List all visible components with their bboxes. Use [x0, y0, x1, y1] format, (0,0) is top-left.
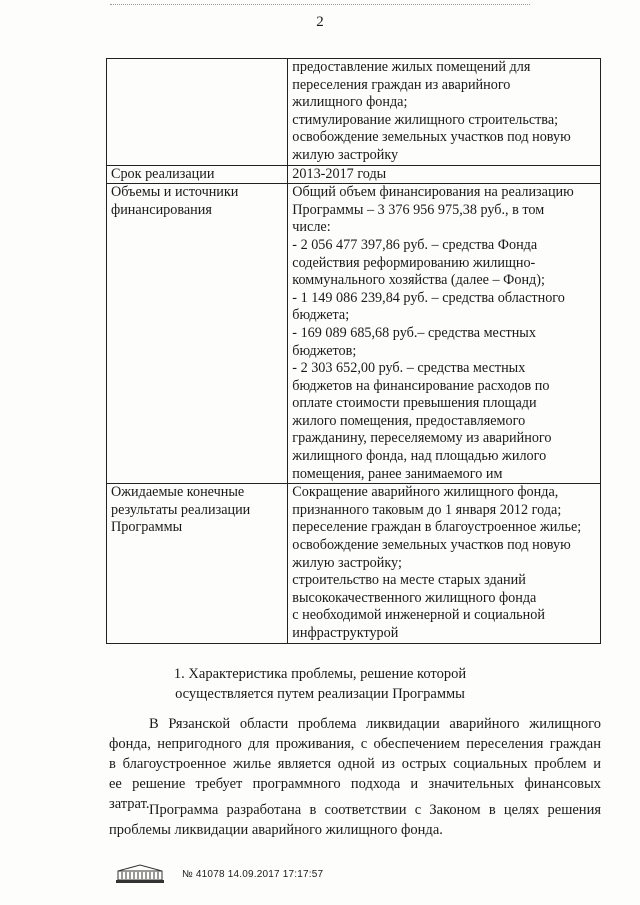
passport-label-cell	[107, 59, 288, 166]
passport-label-cell	[107, 165, 288, 184]
passport-value-line: числе:	[292, 219, 331, 236]
passport-value-line: высококачественного жилищного фонда	[292, 589, 537, 606]
paragraph-problem	[109, 714, 601, 814]
paragraph-line: проблемы ликвидации аварийного жилищного фонда.	[109, 822, 443, 838]
passport-label-line: финансирования	[111, 201, 212, 218]
passport-value-line: освобождение земельных участков под новую	[292, 537, 571, 554]
passport-value-line: жилищного фонда;	[292, 94, 408, 111]
passport-value-line: - 2 056 477 397,86 руб. – средства Фонда	[292, 236, 538, 253]
passport-label-line: Объемы и источники	[111, 184, 239, 201]
page-number: 2	[316, 14, 324, 30]
passport-label-line: Программы	[111, 519, 183, 536]
program-passport-table	[106, 58, 601, 644]
paragraph-line: Программа разработана в соответствии с Законом в целях решения	[149, 802, 601, 818]
passport-row	[107, 484, 601, 643]
passport-value-line: Общий объем финансирования на реализацию	[292, 184, 574, 201]
passport-value-line: жилую застройку;	[292, 554, 402, 571]
paragraph-program	[109, 800, 601, 840]
passport-value-line: переселение граждан в благоустроенное жилье;	[292, 519, 582, 536]
passport-value-line: - 169 089 685,68 руб.– средства местных	[292, 324, 536, 341]
scan-artifact-top	[110, 4, 530, 7]
paragraph-line: затрат.	[109, 796, 150, 812]
passport-value-line: - 2 303 652,00 руб. – средства местных	[292, 360, 526, 377]
passport-value-line: - 1 149 086 239,84 руб. – средства областного	[292, 289, 565, 306]
section-title-line-1: 1. Характеристика проблемы, решение которой	[173, 666, 467, 682]
passport-label-line: Срок реализации	[111, 165, 215, 182]
section-title	[0, 664, 640, 704]
passport-value-line: жилищного фонда, над площадью жилого	[292, 448, 547, 465]
passport-value-line: гражданину, переселяемому из аварийного	[292, 430, 552, 447]
passport-value-cell	[288, 165, 601, 184]
paragraph-line: В Рязанской области проблема ликвидации аварийного жилищного	[149, 716, 601, 732]
passport-value-line: строительство на месте старых зданий	[292, 572, 526, 589]
building-emblem-icon	[114, 864, 166, 884]
passport-label-cell	[107, 184, 288, 484]
passport-value-line: помещения, ранее занимаемого им	[292, 465, 503, 482]
passport-value-line: коммунального хозяйства (далее – Фонд);	[292, 272, 545, 289]
passport-value-line: жилого помещения, предоставляемого	[292, 412, 526, 429]
paragraph-line: ее решение требует программного подхода и значительных финансовых	[109, 776, 601, 792]
document-footer	[114, 863, 323, 885]
passport-value-line: стимулирование жилищного строительства;	[292, 111, 559, 128]
passport-value-line: оплате стоимости превышения площади	[292, 395, 537, 412]
passport-value-line: жилую застройку	[292, 146, 399, 163]
passport-value-line: освобождение земельных участков под новую	[292, 129, 571, 146]
paragraph-line: фонда, непригодного для проживания, с обеспечением переселения граждан	[109, 736, 601, 752]
passport-value-line: бюджетов;	[292, 342, 357, 359]
paragraph-line: в благоустроенное жилье является одной из острых социальных проблем и	[109, 756, 601, 772]
passport-label-line: Ожидаемые конечные	[111, 484, 245, 501]
passport-value-line: с необходимой инженерной и социальной	[292, 607, 545, 624]
passport-label-line: результаты реализации	[111, 501, 251, 518]
passport-value-line: содействия реформированию жилищно-	[292, 254, 536, 271]
passport-value-line: бюджета;	[292, 307, 350, 324]
passport-value-cell	[288, 184, 601, 484]
passport-value-line: инфраструктурой	[292, 625, 399, 641]
section-title-line-2: осуществляется путем реализации Программы	[175, 686, 465, 702]
passport-value-cell	[288, 59, 601, 166]
passport-value-line: переселения граждан из аварийного	[292, 76, 511, 93]
passport-row	[107, 184, 601, 484]
passport-value-line: 2013-2017 годы	[292, 165, 387, 182]
passport-value-cell	[288, 484, 601, 643]
passport-value-line: Сокращение аварийного жилищного фонда,	[292, 484, 559, 501]
passport-value-line: бюджетов на финансирование расходов по	[292, 377, 550, 394]
passport-row	[107, 59, 601, 166]
passport-value-line: Программы – 3 376 956 975,38 руб., в том	[292, 201, 545, 218]
passport-label-cell	[107, 484, 288, 643]
passport-row	[107, 165, 601, 184]
passport-value-line: предоставление жилых помещений для	[292, 59, 531, 75]
passport-value-line: признанного таковым до 1 января 2012 года;	[292, 501, 562, 518]
document-registration-info: № 41078 14.09.2017 17:17:57	[182, 868, 324, 880]
